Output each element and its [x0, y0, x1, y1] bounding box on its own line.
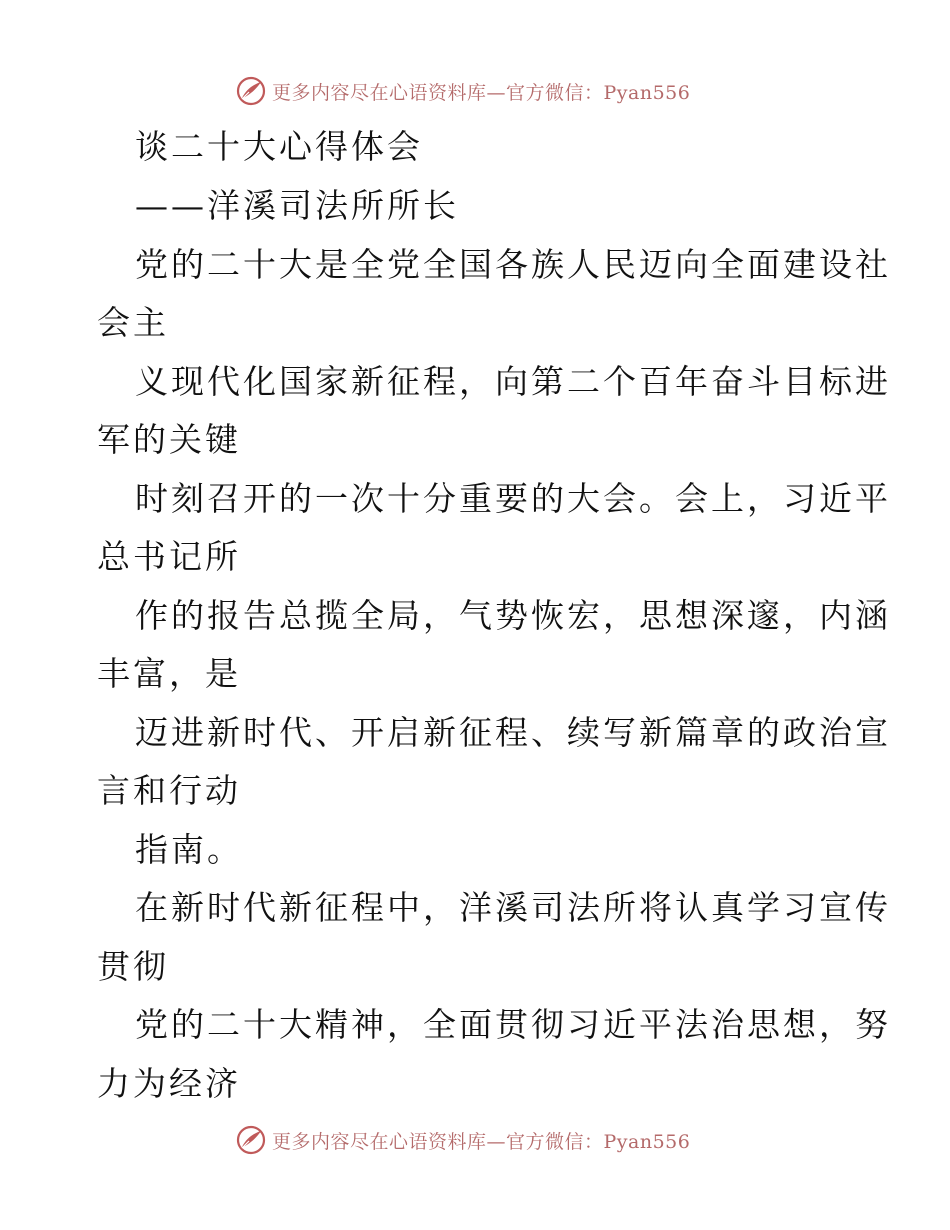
- document-title: 谈二十大心得体会: [135, 127, 423, 166]
- text-line: 党的二十大精神，全面贯彻习近平法治思想，努: [135, 1005, 891, 1044]
- text-line: 作的报告总揽全局，气势恢宏，思想深邃，内涵: [135, 596, 891, 635]
- document-subtitle: ——洋溪司法所所长: [135, 186, 459, 225]
- text-line: 指南。: [135, 830, 243, 869]
- text-line: 贯彻: [97, 947, 169, 986]
- text-line: 军的关键: [97, 420, 241, 459]
- text-line: 迈进新时代、开启新征程、续写新篇章的政治宣: [135, 713, 891, 752]
- watermark-text: 更多内容尽在心语资料库—官方微信：Pyan556: [272, 1130, 691, 1153]
- quill-logo-icon: [236, 1125, 266, 1155]
- text-line: 言和行动: [97, 771, 241, 810]
- text-line: 总书记所: [97, 537, 241, 576]
- header-watermark: [236, 74, 690, 108]
- text-line: 丰富，是: [97, 654, 241, 693]
- text-line: 党的二十大是全党全国各族人民迈向全面建设社: [135, 245, 891, 284]
- text-line: 会主: [97, 303, 169, 342]
- text-line: 力为经济: [97, 1064, 241, 1103]
- text-line: 在新时代新征程中，洋溪司法所将认真学习宣传: [135, 888, 891, 927]
- footer-watermark: [236, 1123, 690, 1157]
- text-line: 时刻召开的一次十分重要的大会。会上，习近平: [135, 479, 891, 518]
- watermark-text: 更多内容尽在心语资料库—官方微信：Pyan556: [272, 81, 691, 104]
- text-line: 义现代化国家新征程，向第二个百年奋斗目标进: [135, 362, 891, 401]
- quill-logo-icon: [236, 76, 266, 106]
